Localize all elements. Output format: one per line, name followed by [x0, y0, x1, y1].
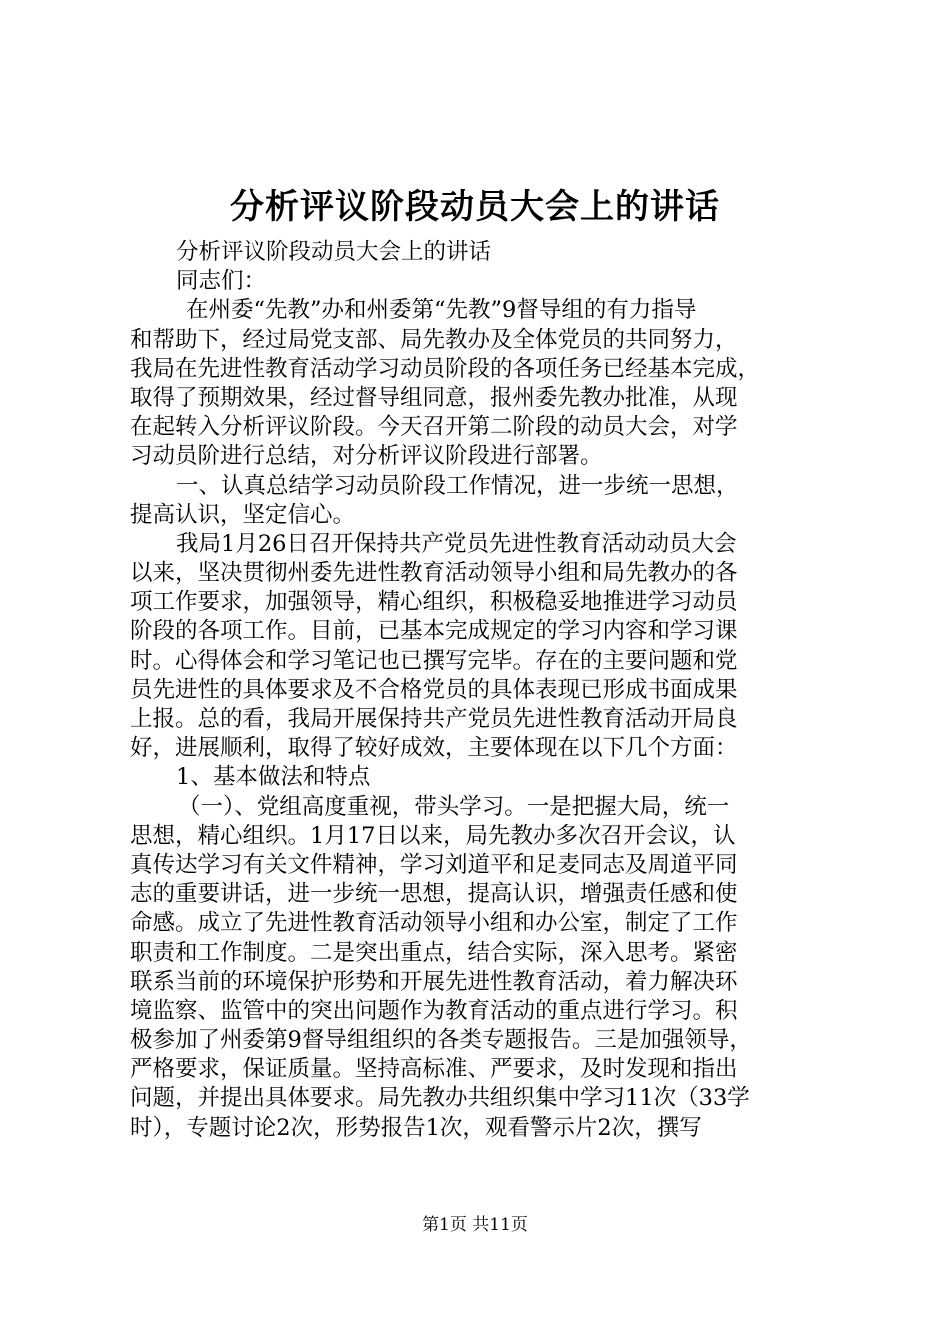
- paragraph-line: 境监察、监管中的突出问题作为教育活动的重点进行学习。积: [130, 997, 738, 1024]
- paragraph-line: 思想，精心组织。1月17日以来，局先教办多次召开会议，认: [130, 822, 736, 849]
- paragraph-line: 真传达学习有关文件精神，学习刘道平和足麦同志及周道平同: [130, 851, 738, 878]
- paragraph-line: 阶段的各项工作。目前，已基本完成规定的学习内容和学习课: [130, 618, 738, 645]
- subtitle-line: 分析评议阶段动员大会上的讲话: [176, 239, 492, 265]
- paragraph-line: 极参加了州委第9督导组组织的各类专题报告。三是加强领导，: [130, 1027, 752, 1054]
- paragraph-line: 好，进展顺利，取得了较好成效，主要体现在以下几个方面：: [130, 735, 738, 762]
- paragraph-line: 在起转入分析评议阶段。今天召开第二阶段的动员大会，对学: [130, 414, 738, 441]
- paragraph-line: 严格要求，保证质量。坚持高标准、严要求，及时发现和指出: [130, 1056, 738, 1083]
- paragraph-line: 职责和工作制度。二是突出重点，结合实际，深入思考。紧密: [130, 939, 738, 966]
- paragraph-line: 习动员阶进行总结，对分析评议阶段进行部署。: [130, 443, 603, 470]
- paragraph-line: 联系当前的环境保护形势和开展先进性教育活动，着力解决环: [130, 968, 738, 995]
- paragraph-line: （一）、党组高度重视，带头学习。一是把握大局，统一: [178, 793, 730, 820]
- paragraph-line: 项工作要求，加强领导，精心组织，积极稳妥地推进学习动员: [130, 589, 738, 616]
- subsection-heading-line: 1、基本做法和特点: [176, 764, 371, 791]
- section-heading-line: 一、认真总结学习动员阶段工作情况，进一步统一思想，: [176, 472, 739, 499]
- paragraph-line: 员先进性的具体要求及不合格党员的具体表现已形成书面成果: [130, 676, 738, 703]
- document-body: [130, 238, 842, 1143]
- paragraph-line: 和帮助下，经过局党支部、局先教办及全体党员的共同努力，: [130, 326, 738, 353]
- paragraph-line: 命感。成立了先进性教育活动领导小组和办公室，制定了工作: [130, 910, 738, 937]
- paragraph-line: 我局1月26日召开保持共产党员先进性教育活动动员大会: [176, 530, 737, 557]
- paragraph-line: 取得了预期效果，经过督导组同意，报州委先教办批准，从现: [130, 384, 738, 411]
- paragraph-line: 问题，并提出具体要求。局先教办共组织集中学习11次（33学: [130, 1085, 750, 1112]
- paragraph-line: 在州委“先教”办和州委第“先教”9督导组的有力指导: [186, 297, 697, 324]
- paragraph-line: 以来，坚决贯彻州委先进性教育活动领导小组和局先教办的各: [130, 560, 738, 587]
- section-heading-line: 提高认识，坚定信心。: [130, 501, 356, 528]
- paragraph-line: 我局在先进性教育活动学习动员阶段的各项任务已经基本完成，: [130, 355, 761, 382]
- paragraph-line: 志的重要讲话，进一步统一思想，提高认识，增强责任感和使: [130, 881, 738, 908]
- page-footer: 第1页 共11页: [422, 1215, 528, 1235]
- document-title: 分析评议阶段动员大会上的讲话: [230, 187, 720, 227]
- paragraph-line: 时。心得体会和学习笔记也已撰写完毕。存在的主要问题和党: [130, 647, 738, 674]
- paragraph-line: 时），专题讨论2次，形势报告1次，观看警示片2次，撰写: [130, 1114, 702, 1141]
- salutation-line: 同志们：: [176, 268, 267, 295]
- paragraph-line: 上报。总的看，我局开展保持共产党员先进性教育活动开局良: [130, 706, 738, 732]
